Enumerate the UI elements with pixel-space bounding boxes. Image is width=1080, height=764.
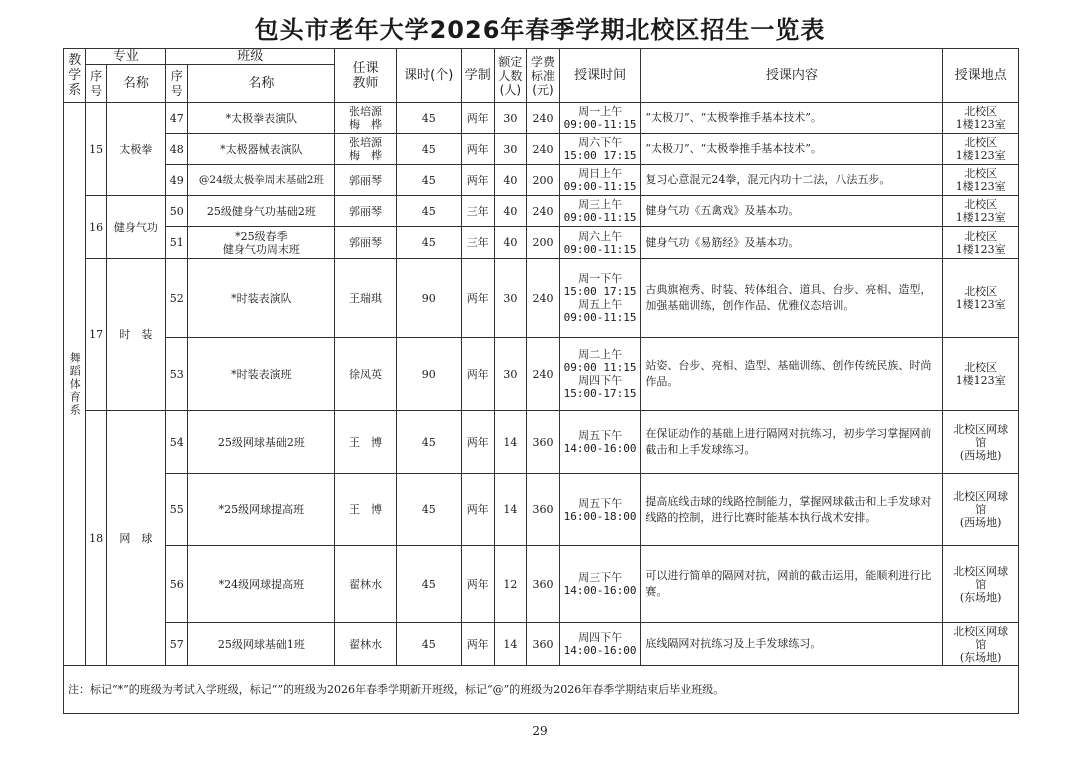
location: 北校区 1楼123室 (943, 227, 1019, 259)
location: 北校区 1楼123室 (943, 134, 1019, 165)
header-teacher: 任课 教师 (335, 49, 396, 103)
length: 两年 (461, 411, 494, 474)
hours: 45 (396, 411, 461, 474)
length: 两年 (461, 474, 494, 546)
quota: 14 (494, 474, 527, 546)
header-row-1 (64, 49, 1019, 65)
teacher: 翟林水 (335, 623, 396, 666)
quota: 14 (494, 623, 527, 666)
hours: 45 (396, 165, 461, 196)
length: 两年 (461, 338, 494, 411)
class-name: 25级网球基础2班 (188, 411, 335, 474)
teacher: 郭丽琴 (335, 227, 396, 259)
location: 北校区 1楼123室 (943, 196, 1019, 227)
class-no: 52 (166, 259, 188, 338)
note-row (64, 666, 1019, 714)
department-cell: 舞蹈体育系 (64, 103, 86, 666)
class-name: *25级春季 健身气功周末班 (188, 227, 335, 259)
time: 周三上午 09:00-11:15 (559, 196, 641, 227)
time: 周日上午 09:00-11:15 (559, 165, 641, 196)
fee: 240 (527, 338, 560, 411)
table-row (64, 474, 1019, 546)
time: 周三下午 14:00-16:00 (559, 546, 641, 623)
time: 周二上午 09:00 11:15 周四下午 15:00-17:15 (559, 338, 641, 411)
quota: 40 (494, 165, 527, 196)
class-no: 53 (166, 338, 188, 411)
fee: 240 (527, 196, 560, 227)
content: 可以进行简单的隔网对抗，网前的截击运用，能顺利进行比赛。 (641, 546, 943, 623)
length: 三年 (461, 227, 494, 259)
major-no: 17 (86, 259, 106, 411)
header-dept: 教学系 (64, 49, 86, 103)
class-name: *时装表演班 (188, 338, 335, 411)
hours: 45 (396, 134, 461, 165)
length: 两年 (461, 134, 494, 165)
class-no: 56 (166, 546, 188, 623)
table-row (64, 103, 1019, 134)
table-row (64, 546, 1019, 623)
length: 两年 (461, 165, 494, 196)
fee: 360 (527, 546, 560, 623)
class-no: 50 (166, 196, 188, 227)
page-number: 29 (532, 724, 548, 738)
hours: 45 (396, 227, 461, 259)
header-class-no: 序号 (166, 65, 188, 103)
teacher: 王 博 (335, 411, 396, 474)
time: 周四下午 14:00-16:00 (559, 623, 641, 666)
hours: 90 (396, 259, 461, 338)
location: 北校区网球 馆 (西场地) (943, 411, 1019, 474)
time: 周一下午 15:00 17:15 周五上午 09:00-11:15 (559, 259, 641, 338)
teacher: 郭丽琴 (335, 196, 396, 227)
class-no: 48 (166, 134, 188, 165)
header-location: 授课地点 (943, 49, 1019, 103)
class-no: 49 (166, 165, 188, 196)
teacher: 王 博 (335, 474, 396, 546)
fee: 240 (527, 134, 560, 165)
content: 古典旗袍秀、时装、转体组合、道具、台步、亮相、造型，加强基础训练，创作作品、优雅仪态培训。 (641, 259, 943, 338)
table-row (64, 259, 1019, 338)
teacher: 翟林水 (335, 546, 396, 623)
major-no: 16 (86, 196, 106, 259)
content: “太极刀”、“太极拳推手基本技术”。 (641, 103, 943, 134)
hours: 45 (396, 196, 461, 227)
class-no: 54 (166, 411, 188, 474)
content: “太极刀”、“太极拳推手基本技术”。 (641, 134, 943, 165)
header-length: 学制 (461, 49, 494, 103)
time: 周六下午 15:00 17:15 (559, 134, 641, 165)
page-title: 包头市老年大学2026年春季学期北校区招生一览表 (254, 16, 826, 44)
table-row (64, 134, 1019, 165)
time: 周五下午 14:00-16:00 (559, 411, 641, 474)
hours: 45 (396, 623, 461, 666)
content: 站姿、台步、亮相、造型、基础训练、创作传统民族、时尚作品。 (641, 338, 943, 411)
header-quota: 额定 人数 (人) (494, 49, 527, 103)
class-name: *25级网球提高班 (188, 474, 335, 546)
class-name: 25级网球基础1班 (188, 623, 335, 666)
location: 北校区 1楼123室 (943, 103, 1019, 134)
header-time: 授课时间 (559, 49, 641, 103)
time: 周一上午 09:00-11:15 (559, 103, 641, 134)
quota: 30 (494, 103, 527, 134)
length: 两年 (461, 546, 494, 623)
teacher: 张培源 梅 桦 (335, 103, 396, 134)
teacher: 张培源 梅 桦 (335, 134, 396, 165)
quota: 30 (494, 134, 527, 165)
fee: 360 (527, 623, 560, 666)
fee: 360 (527, 411, 560, 474)
class-name: 25级健身气功基础2班 (188, 196, 335, 227)
fee: 240 (527, 259, 560, 338)
class-name: *时装表演队 (188, 259, 335, 338)
location: 北校区 1楼123室 (943, 165, 1019, 196)
content: 健身气功《易筋经》及基本功。 (641, 227, 943, 259)
quota: 30 (494, 338, 527, 411)
location: 北校区 1楼123室 (943, 259, 1019, 338)
class-name: *太极拳表演队 (188, 103, 335, 134)
header-major-no: 序号 (86, 65, 106, 103)
header-class: 班级 (166, 49, 335, 65)
length: 两年 (461, 623, 494, 666)
content: 复习心意混元24拳，混元内功十二法，八法五步。 (641, 165, 943, 196)
quota: 40 (494, 196, 527, 227)
major-name: 时 装 (106, 259, 165, 411)
table-row (64, 338, 1019, 411)
length: 三年 (461, 196, 494, 227)
fee: 200 (527, 227, 560, 259)
location: 北校区 1楼123室 (943, 338, 1019, 411)
class-name: *24级网球提高班 (188, 546, 335, 623)
teacher: 王瑞琪 (335, 259, 396, 338)
location: 北校区网球 馆 (西场地) (943, 474, 1019, 546)
class-no: 47 (166, 103, 188, 134)
major-name: 网 球 (106, 411, 165, 666)
teacher: 徐凤英 (335, 338, 396, 411)
class-name: *太极器械表演队 (188, 134, 335, 165)
fee: 240 (527, 103, 560, 134)
header-class-name: 名称 (188, 65, 335, 103)
table-row (64, 227, 1019, 259)
content: 在保证动作的基础上进行隔网对抗练习，初步学习掌握网前截击和上手发球练习。 (641, 411, 943, 474)
class-no: 55 (166, 474, 188, 546)
quota: 12 (494, 546, 527, 623)
major-name: 健身气功 (106, 196, 165, 259)
hours: 45 (396, 546, 461, 623)
quota: 30 (494, 259, 527, 338)
major-no: 15 (86, 103, 106, 196)
length: 两年 (461, 103, 494, 134)
table-row (64, 165, 1019, 196)
enrollment-table (63, 48, 1019, 714)
hours: 45 (396, 103, 461, 134)
hours: 45 (396, 474, 461, 546)
major-no: 18 (86, 411, 106, 666)
header-major-name: 名称 (106, 65, 165, 103)
hours: 90 (396, 338, 461, 411)
class-no: 51 (166, 227, 188, 259)
table-row (64, 411, 1019, 474)
footnote: 注：标记“*”的班级为考试入学班级，标记“”的班级为2026年春季学期新开班级，标记“@”的班级为2026年春季学期结束后毕业班级。 (64, 666, 1019, 714)
fee: 360 (527, 474, 560, 546)
table-row (64, 623, 1019, 666)
time: 周五下午 16:00-18:00 (559, 474, 641, 546)
quota: 40 (494, 227, 527, 259)
fee: 200 (527, 165, 560, 196)
length: 两年 (461, 259, 494, 338)
header-content: 授课内容 (641, 49, 943, 103)
header-fee: 学费 标准 (元) (527, 49, 560, 103)
major-name: 太极拳 (106, 103, 165, 196)
table-row (64, 196, 1019, 227)
header-hours: 课时(个) (396, 49, 461, 103)
content: 底线隔网对抗练习及上手发球练习。 (641, 623, 943, 666)
location: 北校区网球 馆 (东场地) (943, 546, 1019, 623)
class-no: 57 (166, 623, 188, 666)
class-name: @24级太极拳周末基础2班 (188, 165, 335, 196)
header-major: 专业 (86, 49, 166, 65)
content: 健身气功《五禽戏》及基本功。 (641, 196, 943, 227)
content: 提高底线击球的线路控制能力，掌握网球截击和上手发球对线路的控制，进行比赛时能基本执行战术安排。 (641, 474, 943, 546)
time: 周六上午 09:00-11:15 (559, 227, 641, 259)
location: 北校区网球 馆 (东场地) (943, 623, 1019, 666)
quota: 14 (494, 411, 527, 474)
teacher: 郭丽琴 (335, 165, 396, 196)
